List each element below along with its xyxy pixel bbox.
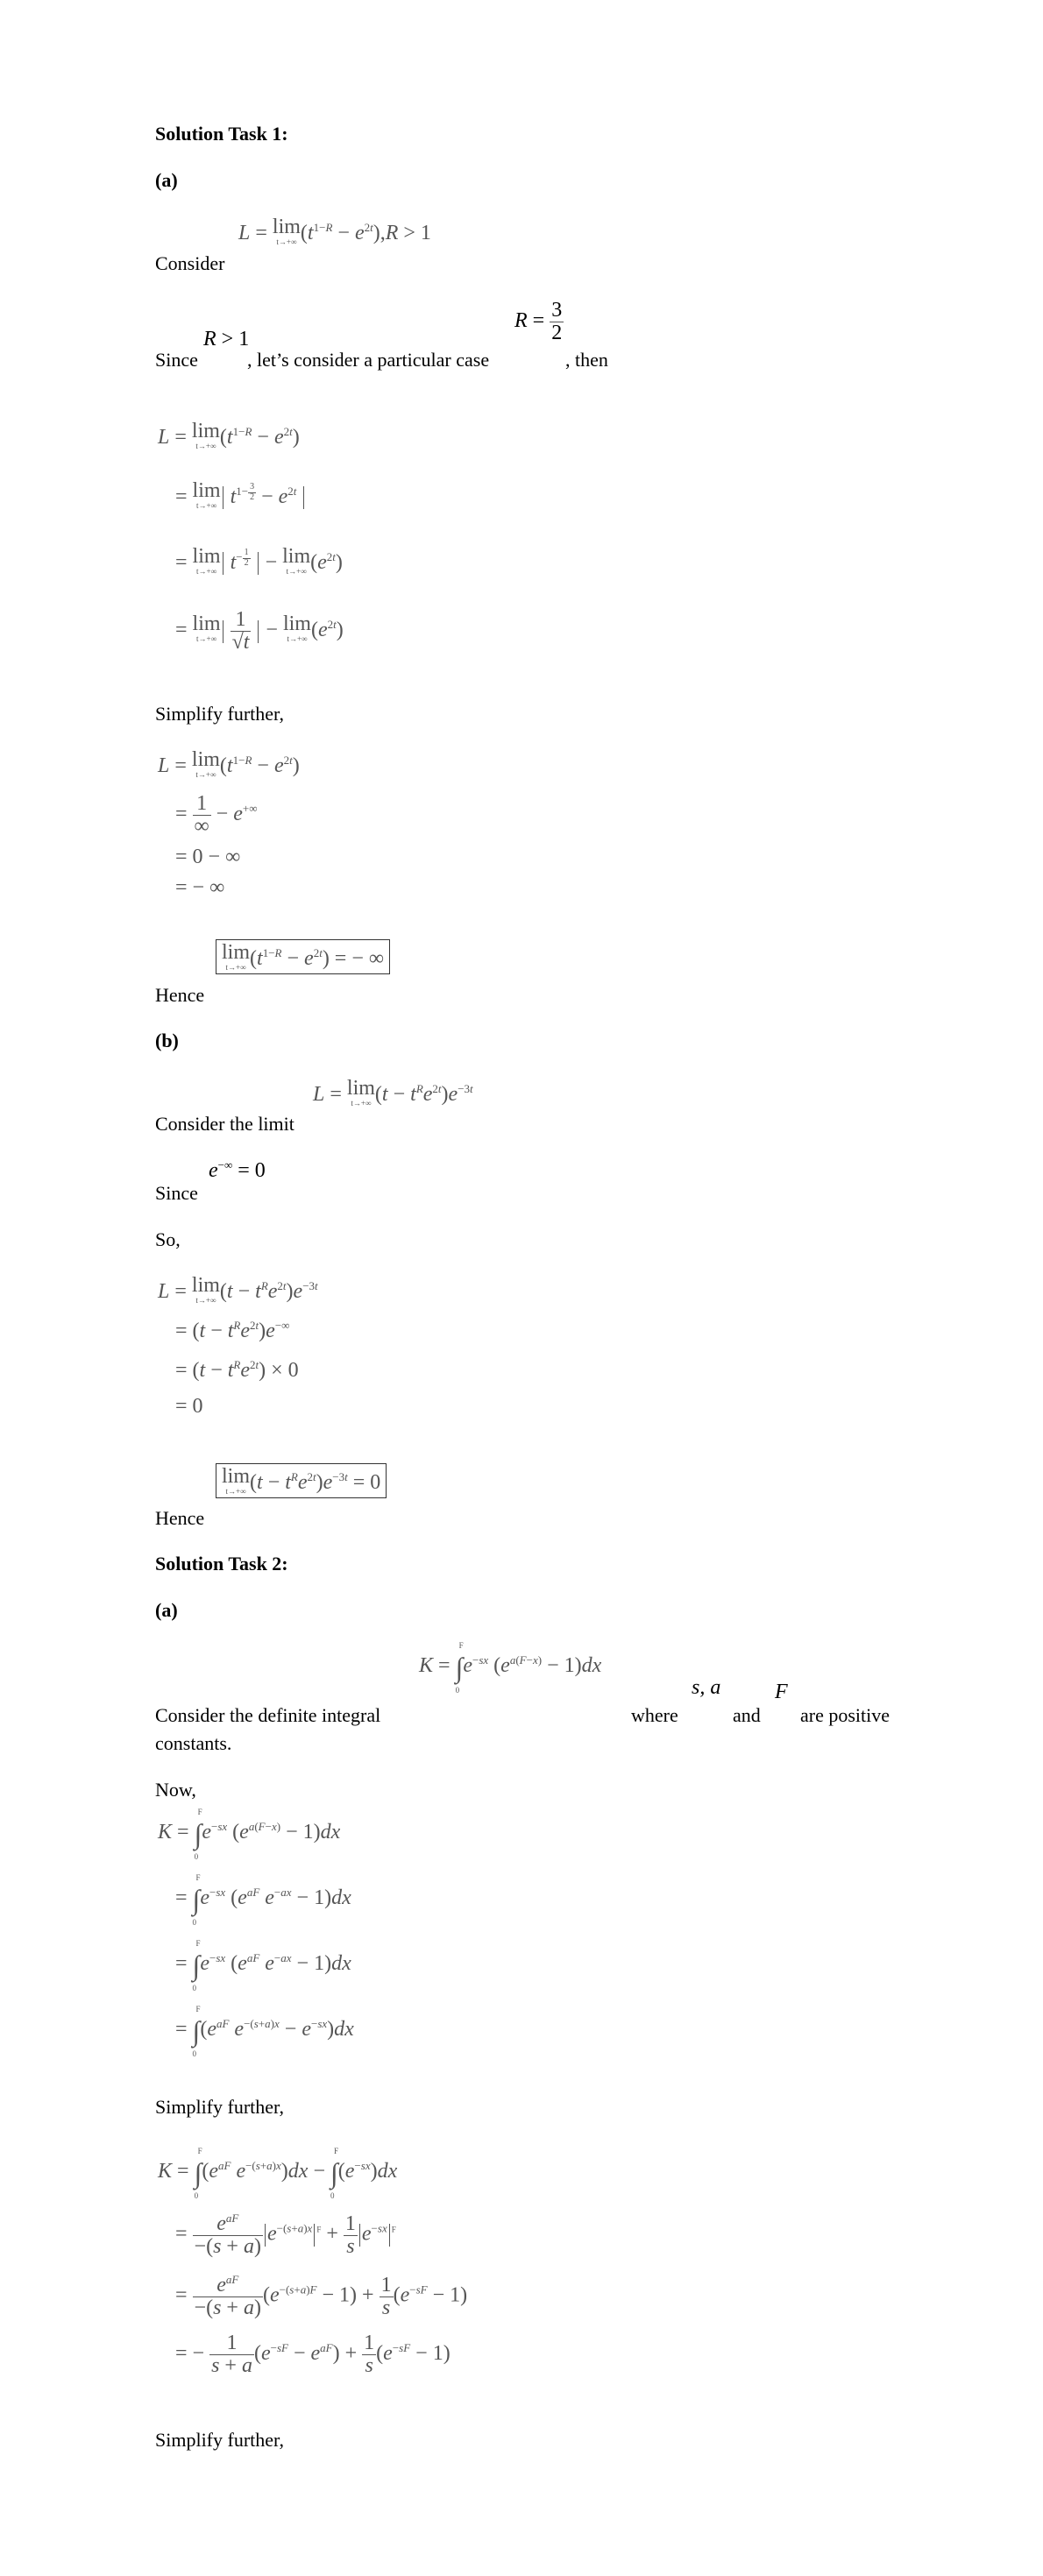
task1-b-hence-text: Hence bbox=[155, 1507, 205, 1529]
task1-a-simplify-line-2: = $\frac{1}{\infty}$ − e+∞ bbox=[175, 792, 258, 839]
task2-a-definition-integral: K = ∫ F 0 $e^{-sx}$ $(e^{a(F-x)} - 1)dx$ bbox=[419, 1641, 602, 1695]
task1-a-then-text: , then bbox=[565, 349, 608, 371]
task2-a-now-line-1: K = ∫ F 0 $e^{-sx}$ $(e^{a(F-x)} - 1)dx$ bbox=[158, 1808, 341, 1861]
task1-a-derivation-line-4: = lim t→+∞ $\frac{1}{√t}$ − lim t→+∞ $(e^{2t})$ bbox=[175, 608, 344, 655]
task1-b-derivation-line-2: = $(t - t^Re^{2t})e^{-\infty}$ bbox=[175, 1319, 290, 1342]
task2-a-simplify-line-3: = $\frac{e^{aF}}{-(s + a)}$ $(e^{-(s+a)F} - 1)$ + $\frac{1}{s}$ $(e^{-sF} - 1)$ bbox=[175, 2273, 468, 2320]
task2-a-constants-text: constants. bbox=[155, 1732, 232, 1754]
task2-a-simplify-text-1: Simplify further, bbox=[155, 2096, 284, 2118]
task1-b-so-text: So, bbox=[155, 1228, 181, 1250]
task1-b-consider-limit-text: Consider the limit bbox=[155, 1113, 294, 1135]
task1-b-limit-fact: e−∞ = 0 bbox=[209, 1158, 266, 1182]
task1-heading: Solution Task 1: bbox=[155, 123, 288, 145]
task2-a-now-line-3: = ∫ F 0 $e^{-sx}$ ($e^{aF}$ $e^{-ax} - 1)dx$ bbox=[175, 1939, 351, 1992]
task1-a-consider-text: Consider bbox=[155, 252, 225, 274]
task1-b-boxed-result: lim t→+∞ $(t - t^Re^{2t})e^{-3t} = 0$ bbox=[216, 1463, 387, 1498]
task1-a-since-text: Since bbox=[155, 349, 198, 371]
task2-a-where-text: where bbox=[631, 1704, 678, 1726]
task1-a-hence-text: Hence bbox=[155, 984, 205, 1006]
task1-part-a-label: (a) bbox=[155, 169, 178, 191]
task1-b-definition-equation: L = lim t→+∞ $(t - t^Re^{2t})e^{-3t}$ bbox=[313, 1077, 473, 1108]
task1-a-condition-r-gt-1: R > 1 bbox=[203, 328, 250, 350]
task2-a-simplify-line-1: K = ∫ F 0 ($e^{aF}$ $e^{-(s+a)x})dx$ − ∫ F 0 $(e^{-sx})dx$ bbox=[158, 2147, 398, 2200]
task2-a-now-text: Now, bbox=[155, 1779, 196, 1801]
task2-a-variables-s-a: s, a bbox=[692, 1676, 721, 1699]
task2-a-simplify-line-4: = − $\frac{1}{s + a}$ $(e^{-sF} - e^{aF})$ + $\frac{1}{s}$ $(e^{-sF} - 1)$ bbox=[175, 2332, 451, 2378]
task1-a-simplify-line-4: = − ∞ bbox=[175, 876, 225, 899]
task1-a-definition-equation: L = lim t→+∞ $(t^{1-R} - e^{2t}),R > 1$ bbox=[238, 216, 431, 246]
task1-a-boxed-result: lim t→+∞ $(t^{1-R} - e^{2t})$ = − ∞ bbox=[216, 939, 390, 974]
task2-a-now-line-2: = ∫ F 0 $e^{-sx}$ ($e^{aF}$ $e^{-ax} - 1)dx$ bbox=[175, 1873, 351, 1927]
task2-part-a-label: (a) bbox=[155, 1599, 178, 1621]
task1-b-derivation-line-3: = $(t - t^Re^{2t}) \times 0$ bbox=[175, 1358, 299, 1382]
task2-a-consider-integral-text: Consider the definite integral bbox=[155, 1704, 381, 1726]
task1-a-derivation-line-3: = lim t→+∞ $t^{- \frac{1}{2}}$ − lim t→+∞ $(e^{2t})$ bbox=[175, 545, 343, 576]
task2-a-simplify-line-2: = $\frac{e^{aF}}{-(s + a)}$ $e^{-(s+a)x}$ $^F$ + $\frac{1}{s}$ $e^{-sx}$ $^F$ bbox=[175, 2212, 396, 2259]
task1-a-derivation-line-1: L = lim t→+∞ $(t^{1-R} - e^{2t})$ bbox=[158, 420, 300, 450]
task1-a-simplify-line-3: = 0 − ∞ bbox=[175, 846, 241, 868]
task1-b-derivation-line-4: = 0 bbox=[175, 1395, 203, 1418]
task2-a-simplify-text-2: Simplify further, bbox=[155, 2429, 284, 2451]
task1-part-b-label: (b) bbox=[155, 1030, 179, 1051]
task1-a-mid-text: , let’s consider a particular case bbox=[247, 349, 490, 371]
task1-a-derivation-line-2: = lim t→+∞ $t^{1- \frac{3}{2}}$ − $e^{2t}$ bbox=[175, 480, 306, 510]
task1-b-derivation-line-1: L = lim t→+∞ $(t - t^Re^{2t})e^{-3t}$ bbox=[158, 1274, 318, 1305]
task2-a-now-line-4: = ∫ F 0 ($e^{aF}$ $e^{-(s+a)x} - e^{-sx})dx$ bbox=[175, 2005, 354, 2058]
task1-a-particular-case-r: R = $\frac{3}{2}$ bbox=[514, 299, 563, 345]
task1-b-since-text: Since bbox=[155, 1182, 198, 1204]
task2-heading: Solution Task 2: bbox=[155, 1553, 288, 1575]
task1-a-simplify-line-1: L = lim t→+∞ $(t^{1-R} - e^{2t})$ bbox=[158, 748, 300, 779]
task2-a-variable-f: F bbox=[775, 1681, 788, 1703]
task2-a-and-text: and bbox=[733, 1704, 761, 1726]
task2-a-are-positive-text: are positive bbox=[800, 1704, 890, 1726]
task1-a-simplify-text: Simplify further, bbox=[155, 703, 284, 725]
